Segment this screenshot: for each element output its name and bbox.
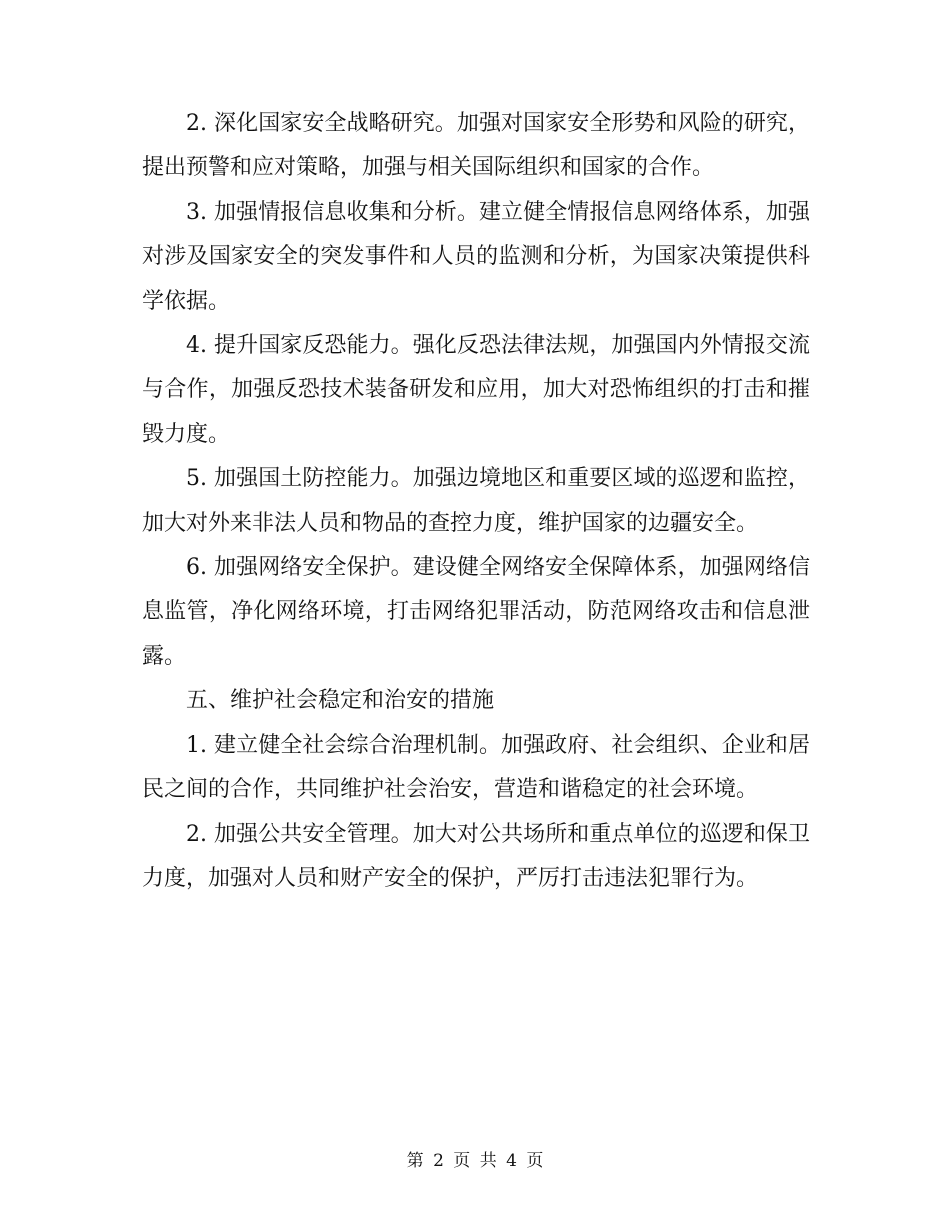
paragraph-item-6: 6. 加强网络安全保护。建设健全网络安全保障体系，加强网络信息监管，净化网络环境，打击网络犯罪活动，防范网络攻击和信息泄露。 bbox=[142, 555, 810, 669]
paragraph-item-2: 2. 深化国家安全战略研究。加强对国家安全形势和风险的研究，提出预警和应对策略，加强与相关国际组织和国家的合作。 bbox=[142, 111, 810, 181]
section-paragraph-1: 1. 建立健全社会综合治理机制。加强政府、社会组织、企业和居民之间的合作，共同维护社会治安，营造和谐稳定的社会环境。 bbox=[142, 732, 810, 803]
section-paragraph-2: 2. 加强公共安全管理。加大对公共场所和重点单位的巡逻和保卫力度，加强对人员和财产安全的保护，严厉打击违法犯罪行为。 bbox=[142, 821, 810, 891]
paragraph-item-5: 5. 加强国土防控能力。加强边境地区和重要区域的巡逻和监控，加大对外来非法人员和物品的查控力度，维护国家的边疆安全。 bbox=[142, 466, 810, 536]
paragraph-item-3: 3. 加强情报信息收集和分析。建立健全情报信息网络体系，加强对涉及国家安全的突发事件和人员的监测和分析，为国家决策提供科学依据。 bbox=[142, 199, 810, 314]
section-heading: 五、维护社会稳定和治安的措施 bbox=[186, 688, 495, 714]
paragraph-item-4: 4. 提升国家反恐能力。强化反恐法律法规，加强国内外情报交流与合作，加强反恐技术装备研发和应用，加大对恐怖组织的打击和摧毁力度。 bbox=[142, 333, 810, 447]
page-footer: 第 2 页 共 4 页 bbox=[406, 1151, 544, 1171]
page-body bbox=[142, 102, 810, 901]
